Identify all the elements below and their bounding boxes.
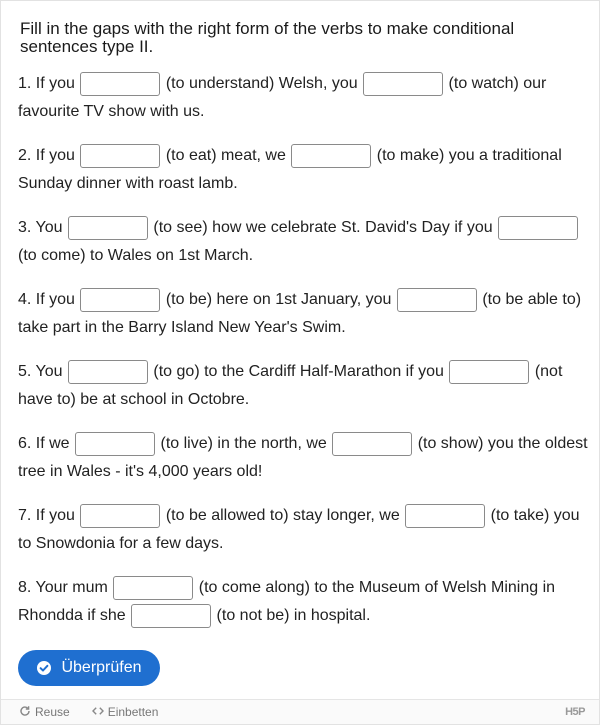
reuse-button[interactable]: [19, 705, 70, 720]
task-instructions: Fill in the gaps with the right form of the verbs to make conditional sentences type II.: [20, 19, 515, 56]
check-button-label: Überprüfen: [61, 659, 142, 676]
embed-button[interactable]: [92, 705, 159, 720]
gap-input[interactable]: [363, 72, 443, 96]
check-circle-icon: [36, 660, 52, 676]
question-text: (to live) in the north, we: [160, 435, 327, 452]
gap-input[interactable]: [131, 604, 211, 628]
gap-input[interactable]: [498, 216, 578, 240]
question-text: (to go) to the Cardiff Half-Marathon if you: [153, 363, 444, 380]
question-3: [18, 214, 593, 270]
question-text: (to take) you to Snowdonia for a few days.: [18, 507, 580, 552]
question-text: (to not be) in hospital.: [216, 607, 371, 624]
question-text: (to eat) meat, we: [165, 147, 286, 164]
question-text: (to come) to Wales on 1st March.: [18, 247, 254, 264]
question-text: (to show) you the oldest tree in Wales - it's 4,000 years old!: [18, 435, 588, 480]
question-text: 6. If we: [18, 435, 70, 452]
question-7: [18, 502, 593, 558]
gap-input[interactable]: [68, 360, 148, 384]
question-5: [18, 358, 593, 414]
gap-input[interactable]: [113, 576, 193, 600]
question-text: 2. If you: [18, 147, 75, 164]
h5p-logo: H5P: [565, 706, 585, 718]
question-8: [18, 574, 593, 630]
question-text: 1. If you: [18, 75, 75, 92]
question-text: (to be) here on 1st January, you: [165, 291, 392, 308]
question-text: (not have to) be at school in Octobre.: [18, 363, 563, 408]
question-6: [18, 430, 593, 486]
question-text: 8. Your mum: [18, 579, 108, 596]
question-2: [18, 142, 593, 198]
question-text: (to be allowed to) stay longer, we: [165, 507, 400, 524]
gap-input[interactable]: [75, 432, 155, 456]
question-list: [1, 56, 593, 630]
question-text: (to be able to) take part in the Barry Island New Year's Swim.: [18, 291, 582, 336]
question-text: (to make) you a traditional Sunday dinner with roast lamb.: [18, 147, 562, 192]
gap-input[interactable]: [80, 288, 160, 312]
gap-input[interactable]: [449, 360, 529, 384]
gap-input[interactable]: [80, 504, 160, 528]
question-text: 3. You: [18, 219, 63, 236]
question-1: [18, 70, 593, 126]
refresh-icon: [19, 705, 31, 720]
question-text: (to understand) Welsh, you: [165, 75, 358, 92]
code-icon: [92, 705, 104, 720]
footer-bar: [1, 699, 599, 724]
embed-label: Einbetten: [107, 705, 159, 719]
check-button[interactable]: [18, 650, 160, 686]
question-text: 4. If you: [18, 291, 75, 308]
gap-input[interactable]: [332, 432, 412, 456]
gap-input[interactable]: [80, 144, 160, 168]
question-text: (to see) how we celebrate St. David's Day if you: [153, 219, 493, 236]
question-text: 5. You: [18, 363, 63, 380]
question-text: 7. If you: [18, 507, 75, 524]
gap-input[interactable]: [405, 504, 485, 528]
question-4: [18, 286, 593, 342]
gap-input[interactable]: [291, 144, 371, 168]
gap-input[interactable]: [80, 72, 160, 96]
gap-input[interactable]: [397, 288, 477, 312]
question-text: (to watch) our favourite TV show with us.: [18, 75, 547, 120]
question-text: (to come along) to the Museum of Welsh Mining in Rhondda if she: [18, 579, 556, 624]
reuse-label: Reuse: [35, 705, 70, 719]
gap-input[interactable]: [68, 216, 148, 240]
